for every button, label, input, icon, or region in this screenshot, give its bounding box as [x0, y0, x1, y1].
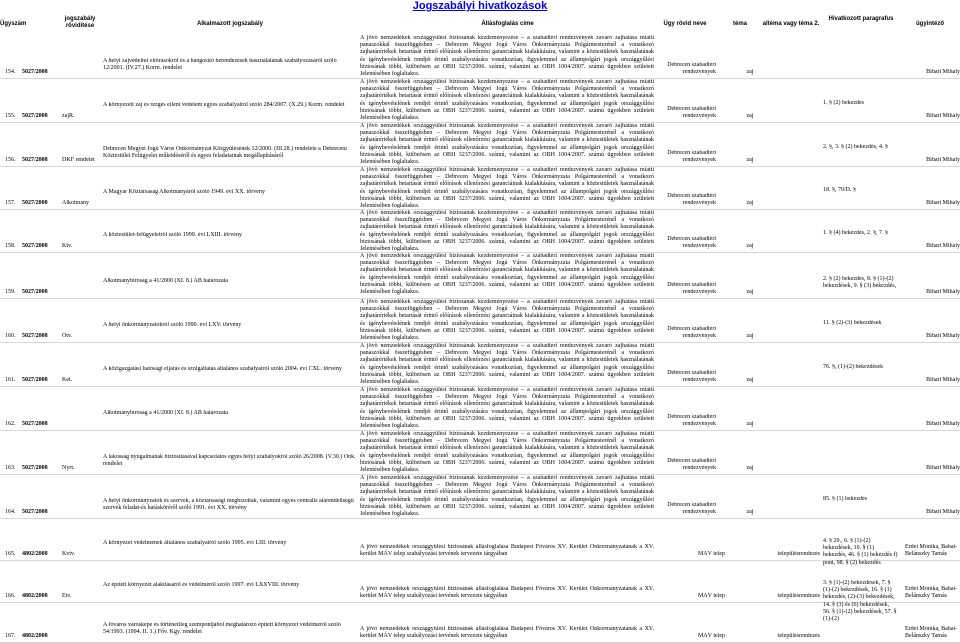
row-allasfoglalas: A jövő nemzedékek országgyűlési biztosának kezdeményezése – a szabadtéri rendezvények zavaró zajhatása miatti panaszokkal összefüggésben – Debrecen Megyei Jogú Város Önkormányzata Polgármesterénél a vonatkozó zajhatárértékek betartását érintő előírások ellenőrzési garanciáinak kialakítására, valamint a köztestületek használatának és igénybevételének rendjét érintő szabályozására vonatkozóan, figyelemmel az állampolgári jogok országgyűlési biztosának többi, különösen az OBH 3237/2006. számú, valamint az OBH 1004/2007. számú ügyekben született Jelentésében foglaltakra.	[360, 123, 654, 165]
row-hivatkozott: 11. § (2)-(3) bekezdések	[823, 320, 882, 326]
row-ugyszam: 5027/2008	[22, 421, 48, 427]
row-ugy-nev-2: rendezvények	[682, 200, 716, 206]
row-ugy-nev-2: rendezvények	[682, 465, 716, 471]
row-tema: zaj	[746, 200, 754, 206]
row-hivatkozott: 76. §, (1)-(2) bekezdések	[823, 364, 884, 370]
row-number: 164.	[5, 509, 16, 515]
row-allasfoglalas: A jövő nemzedékek országgyűlési biztosának kezdeményezése – a szabadtéri rendezvények zavaró zajhatása miatti panaszokkal összefüggésben – Debrecen Megyei Jogú Város Önkormányzata Polgármesterénél a vonatkozó zajhatárértékek betartását érintő előírások ellenőrzési garanciáinak kialakítására, valamint a köztestületek használatának és igénybevételének rendjét érintő szabályozására vonatkozóan, figyelemmel az állampolgári jogok országgyűlési biztosának többi, különösen az OBH 3237/2006. számú, valamint az OBH 1004/2007. számú ügyekben született Jelentésében foglaltakra.	[360, 167, 654, 208]
row-ugy-nev-2: rendezvények	[682, 243, 716, 249]
row-ugyintezo: Bihari Mihály	[926, 69, 960, 75]
row-alkalmazott: A környezeti zaj és rezgés elleni védelem egyes szabályairól szóló 284/2007. (X.29.) Korm. rendelet	[103, 102, 345, 108]
row-alkalmazott: A környezet védelmének általános szabályairól szóló 1995. évi LIII. törvény	[103, 540, 287, 546]
row-alkalmazott: Debrecen Megyei Jogú Város Önkormányzat Közgyűlésének 12/2000. (III.28.) rendelete a Debreceni Köztestület Felügyelet működéséről és egyes feladatainak megállapításáról	[103, 146, 347, 160]
row-alkalmazott: A lakosság nyugalmának biztosításával kapcsolatos egyes helyi szabályokról szóló 26/2008. (V.30.) Önk. rendelet	[103, 454, 356, 468]
row-ugyszam: 5027/2008	[22, 243, 48, 249]
row-rovidites: Ötv.	[62, 333, 73, 339]
row-alkalmazott: A helyi önkormányzatok és szervek, a köztársasági megbízottak, valamint egyes centrális alárendeltségű szervek feladat-és hatásköréről szóló 1991. évi XX. törvény	[103, 498, 354, 512]
row-hivatkozott: 2. §, 3. § (2) bekezdés, 4. §	[823, 144, 888, 150]
row-ugy-nev: Debrecen szabadtéri	[667, 193, 716, 199]
row-allasfoglalas: A jövő nemzedékek országgyűlési biztosának állásfoglalása Budapest Főváros XV. Kerület Önkormányzatának a XV. kerület MÁV telep szabályozási tervének tervezete tárgyában	[360, 626, 654, 640]
row-alkalmazott: Alkotmánybíróság a 41/2000 (XI. 8.) AB határozata	[103, 410, 228, 416]
row-ugyszam: 5027/2008	[22, 289, 48, 295]
row-ugyszam: 5027/2008	[22, 509, 48, 515]
row-tema: zaj	[746, 69, 754, 75]
row-allasfoglalas: A jövő nemzedékek országgyűlési biztosának állásfoglalása Budapest Főváros XV. Kerület Önkormányzatának a XV. kerület MÁV telep szabályozási tervének tervezete tárgyában	[360, 544, 654, 558]
row-ugy-nev: Debrecen szabadtéri	[667, 282, 716, 288]
header-ugyintezo: ügyintéző	[916, 21, 944, 27]
row-ugyintezo: Bihari Mihály	[926, 509, 960, 515]
row-number: 161.	[5, 377, 16, 383]
row-ugy-nev: MÁV telep	[697, 551, 725, 557]
row-hivatkozott: 4. § 29., 6. § (1)-(2) bekezdések, 10. § (1) bekezdés, 46. § (1) bekezdés f) pont, 98. § (2) bekezdés	[823, 538, 898, 566]
row-hivatkozott: 85. § (1) bekezdés	[823, 496, 867, 502]
header-alkalmazott: Alkalmazott jogszabály	[196, 21, 264, 27]
row-tema: zaj	[746, 333, 754, 339]
row-number: 163.	[5, 465, 16, 471]
row-number: 156.	[5, 157, 16, 163]
row-ugyszam: 5027/2008	[22, 113, 48, 119]
row-ugyintezo: Erdei Mónika, Babai-Belánszky Tamás	[905, 544, 958, 558]
row-altema: településrendezés	[777, 633, 820, 639]
row-rovidites: zajR.	[62, 113, 75, 119]
row-rovidites: Kvtv.	[62, 551, 76, 557]
row-tema: zaj	[746, 465, 754, 471]
header-rovidites: jogszabály rövidítése	[64, 16, 96, 29]
row-ugyszam: 5027/2008	[22, 465, 48, 471]
row-ugyintezo: Erdei Mónika, Babai-Belánszky Tamás	[905, 586, 958, 600]
row-hivatkozott: 1. § (4) bekezdés, 2. §, 7. §	[823, 230, 888, 236]
row-ugyintezo: Bihari Mihály	[926, 333, 960, 339]
row-alkalmazott: A köztestület-felügyeletről szóló 1999. évi LXIII. törvény	[103, 232, 242, 238]
table-row	[0, 474, 960, 519]
row-allasfoglalas: A jövő nemzedékek országgyűlési biztosának állásfoglalása Budapest Főváros XV. Kerület Önkormányzatának a XV. kerület MÁV telep szabályozási tervének tervezete tárgyában	[360, 586, 654, 600]
row-ugy-nev: Debrecen szabadtéri	[667, 502, 716, 508]
header-hivatkozott: Hivatkozott paragrafus	[828, 16, 894, 22]
row-rovidites: Alkotmány	[62, 200, 89, 206]
row-rovidites: DKF rendelet	[62, 157, 95, 163]
row-number: 160.	[5, 333, 16, 339]
header-altema: altéma vagy téma 2.	[762, 21, 820, 27]
page-title[interactable]: Jogszabályi hivatkozások	[412, 0, 548, 12]
table-row	[0, 560, 960, 623]
row-allasfoglalas: A jövő nemzedékek országgyűlési biztosának kezdeményezése – a szabadtéri rendezvények zavaró zajhatása miatti panaszokkal összefüggésben – Debrecen Megyei Jogú Város Önkormányzata Polgármesterénél a vonatkozó zajhatárértékek betartását érintő előírások ellenőrzési garanciáinak kialakítására, valamint a köztestületek használatának és igénybevételének rendjét érintő szabályozására vonatkozóan, figyelemmel az állampolgári jogok országgyűlési biztosának többi, különösen az OBH 3237/2006. számú, valamint az OBH 1004/2007. számú ügyekben született Jelentésében foglaltakra.	[360, 35, 654, 77]
row-allasfoglalas: A jövő nemzedékek országgyűlési biztosának kezdeményezése – a szabadtéri rendezvények zavaró zajhatása miatti panaszokkal összefüggésben – Debrecen Megyei Jogú Város Önkormányzata Polgármesterénél a vonatkozó zajhatárértékek betartását érintő előírások ellenőrzési garanciáinak kialakítására, valamint a köztestületek használatának és igénybevételének rendjét érintő szabályozására vonatkozóan, figyelemmel az állampolgári jogok országgyűlési biztosának többi, különösen az OBH 3237/2006. számú, valamint az OBH 1004/2007. számú ügyekben született Jelentésében foglaltakra.	[360, 343, 654, 385]
row-ugyintezo: Bihari Mihály	[926, 421, 960, 427]
row-hivatkozott: 1. § (2) bekezdés	[823, 100, 864, 106]
row-ugyintezo: Bihari Mihály	[926, 289, 960, 295]
row-ugy-nev: Debrecen szabadtéri	[667, 370, 716, 376]
row-number: 157.	[5, 200, 16, 206]
row-ugyintezo: Bihari Mihály	[926, 377, 960, 383]
row-hivatkozott: 3. § (1)-(2) bekezdések, 7. § (1)-(2) bekezdések, 16. § (1) bekezdés, (2)-(3) bekezdések, 14. § (3) és (6) bekezdések, 56. § (1)-(2) bekezdések, 57. § (1)-(2)	[823, 580, 897, 623]
row-rovidites: Ktv.	[62, 243, 73, 249]
row-ugyintezo: Bihari Mihály	[926, 200, 960, 206]
row-ugyintezo: Bihari Mihály	[926, 157, 960, 163]
row-number: 159.	[5, 289, 16, 295]
row-ugyszam: 5027/2008	[22, 157, 48, 163]
row-number: 162.	[5, 421, 16, 427]
header-ugyszam: Ügyszám	[0, 21, 27, 27]
header-ugy-nev: Ügy rövid neve	[663, 21, 707, 27]
row-ugy-nev: Debrecen szabadtéri	[667, 458, 716, 464]
row-ugy-nev-2: rendezvények	[682, 69, 716, 75]
row-ugy-nev-2: rendezvények	[682, 289, 716, 295]
row-allasfoglalas: A jövő nemzedékek országgyűlési biztosának kezdeményezése – a szabadtéri rendezvények zavaró zajhatása miatti panaszokkal összefüggésben – Debrecen Megyei Jogú Város Önkormányzata Polgármesterénél a vonatkozó zajhatárértékek betartását érintő előírások ellenőrzési garanciáinak kialakítására, valamint a köztestületek használatának és igénybevételének rendjét érintő szabályozására vonatkozóan, figyelemmel az állampolgári jogok országgyűlési biztosának többi, különösen az OBH 3237/2006. számú, valamint az OBH 1004/2007. számú ügyekben született Jelentésében foglaltakra.	[360, 253, 654, 296]
row-ugy-nev: MÁV telep	[697, 633, 725, 639]
table-row	[0, 209, 960, 253]
table-row	[0, 166, 960, 210]
row-ugy-nev-2: rendezvények	[682, 113, 716, 119]
row-ugyszam: 5027/2008	[22, 200, 48, 206]
row-allasfoglalas: A jövő nemzedékek országgyűlési biztosának kezdeményezése – a szabadtéri rendezvények zavaró zajhatása miatti panaszokkal összefüggésben – Debrecen Megyei Jogú Város Önkormányzata Polgármesterénél a vonatkozó zajhatárértékek betartását érintő előírások ellenőrzési garanciáinak kialakítására, valamint a köztestületek használatának és igénybevételének rendjét érintő szabályozására vonatkozóan, figyelemmel az állampolgári jogok országgyűlési biztosának többi, különösen az OBH 3237/2006. számú, valamint az OBH 1004/2007. számú ügyekben született Jelentésében foglaltakra.	[360, 299, 654, 341]
row-ugy-nev-2: rendezvények	[682, 377, 716, 383]
row-alkalmazott: A főváros városképe és történetileg szempontjából meghatározó épített környezet védelméről szóló 54/1993. (1994. II. 1.) Főv. Kgy. rendelet	[103, 622, 341, 636]
row-rovidites: Ket.	[62, 377, 73, 383]
row-ugyintezo: Bihari Mihály	[926, 243, 960, 249]
row-ugy-nev-2: rendezvények	[682, 509, 716, 515]
header-tema: téma	[732, 21, 747, 27]
row-tema: zaj	[746, 289, 754, 295]
table-row	[0, 298, 960, 343]
row-ugyszam: 5027/2008	[22, 377, 48, 383]
table-row	[0, 78, 960, 123]
table-row	[0, 122, 960, 167]
row-ugyszam: 5027/2008	[22, 69, 48, 75]
row-number: 167.	[5, 633, 16, 639]
row-alkalmazott: Alkotmánybíróság a 41/2000 (XI. 8.) AB határozata	[103, 278, 228, 284]
row-alkalmazott: A helyi zajvédelmi előírásokról és a hangosító berendezések használatának szabályozásáról szóló 12/2001. (IV.27.) Korm. rendelet	[103, 58, 337, 72]
row-hivatkozott: 18. §, 70/D. §	[823, 187, 856, 193]
header-allasfoglalas: Állásfoglalás címe	[481, 21, 534, 27]
row-tema: zaj	[746, 157, 754, 163]
row-ugyszam: 4802/2008	[22, 593, 48, 599]
row-ugyszam: 5027/2008	[22, 333, 48, 339]
table-row	[0, 602, 960, 643]
row-ugy-nev-2: rendezvények	[682, 333, 716, 339]
row-ugyintezo: Bihari Mihály	[926, 465, 960, 471]
row-ugy-nev-2: rendezvények	[682, 157, 716, 163]
row-number: 155.	[5, 113, 16, 119]
row-tema: zaj	[746, 377, 754, 383]
row-allasfoglalas: A jövő nemzedékek országgyűlési biztosának kezdeményezése – a szabadtéri rendezvények zavaró zajhatása miatti panaszokkal összefüggésben – Debrecen Megyei Jogú Város Önkormányzata Polgármesterénél a vonatkozó zajhatárértékek betartását érintő előírások ellenőrzési garanciáinak kialakítására, valamint a köztestületek használatának és igénybevételének rendjét érintő szabályozására vonatkozóan, figyelemmel az állampolgári jogok országgyűlési biztosának többi, különösen az OBH 3237/2006. számú, valamint az OBH 1004/2007. számú ügyekben született Jelentésében foglaltakra.	[360, 387, 654, 429]
row-allasfoglalas: A jövő nemzedékek országgyűlési biztosának kezdeményezése – a szabadtéri rendezvények zavaró zajhatása miatti panaszokkal összefüggésben – Debrecen Megyei Jogú Város Önkormányzata Polgármesterénél a vonatkozó zajhatárértékek betartását érintő előírások ellenőrzési garanciáinak kialakítására, valamint a köztestületek használatának és igénybevételének rendjét érintő szabályozására vonatkozóan, figyelemmel az állampolgári jogok országgyűlési biztosának többi, különösen az OBH 3237/2006. számú, valamint az OBH 1004/2007. számú ügyekben született Jelentésében foglaltakra.	[360, 431, 654, 473]
row-altema: településrendezés	[777, 551, 820, 557]
row-tema: zaj	[746, 113, 754, 119]
row-ugy-nev: Debrecen szabadtéri	[667, 62, 716, 68]
table-row	[0, 342, 960, 387]
row-alkalmazott: A közigazgatási hatósági eljárás és szolgáltatás általános szabályairól szóló 2004. évi CXL. törvény	[103, 366, 342, 372]
row-allasfoglalas: A jövő nemzedékek országgyűlési biztosának kezdeményezése – a szabadtéri rendezvények zavaró zajhatása miatti panaszokkal összefüggésben – Debrecen Megyei Jogú Város Önkormányzata Polgármesterénél a vonatkozó zajhatárértékek betartását érintő előírások ellenőrzési garanciáinak kialakítására, valamint a köztestületek használatának és igénybevételének rendjét érintő szabályozására vonatkozóan, figyelemmel az állampolgári jogok országgyűlési biztosának többi, különösen az OBH 3237/2006. számú, valamint az OBH 1004/2007. számú ügyekben született Jelentésében foglaltakra.	[360, 210, 654, 251]
row-rovidites: Étv.	[62, 593, 72, 599]
row-tema: zaj	[746, 243, 754, 249]
row-tema: zaj	[746, 421, 754, 427]
row-number: 158.	[5, 243, 16, 249]
row-ugyszam: 4802/2008	[22, 633, 48, 639]
row-ugyszam: 4802/2008	[22, 551, 48, 557]
table-row	[0, 34, 960, 79]
table-row	[0, 252, 960, 299]
row-ugy-nev: Debrecen szabadtéri	[667, 150, 716, 156]
row-ugy-nev: MÁV telep	[697, 593, 725, 599]
row-allasfoglalas: A jövő nemzedékek országgyűlési biztosának kezdeményezése – a szabadtéri rendezvények zavaró zajhatása miatti panaszokkal összefüggésben – Debrecen Megyei Jogú Város Önkormányzata Polgármesterénél a vonatkozó zajhatárértékek betartását érintő előírások ellenőrzési garanciáinak kialakítására, valamint a köztestületek használatának és igénybevételének rendjét érintő szabályozására vonatkozóan, figyelemmel az állampolgári jogok országgyűlési biztosának többi, különösen az OBH 3237/2006. számú, valamint az OBH 1004/2007. számú ügyekben született Jelentésében foglaltakra.	[360, 475, 654, 517]
row-ugy-nev-2: rendezvények	[682, 421, 716, 427]
row-alkalmazott: Az épített környezet alakításáról és védelméről szóló 1997. évi LXXVIII. törvény	[103, 582, 300, 588]
row-ugy-nev: Debrecen szabadtéri	[667, 106, 716, 112]
row-number: 165.	[5, 551, 16, 557]
row-number: 154.	[5, 69, 16, 75]
row-alkalmazott: A helyi önkormányzatokról szóló 1990. évi LXV. törvény	[103, 322, 242, 328]
row-allasfoglalas: A jövő nemzedékek országgyűlési biztosának kezdeményezése – a szabadtéri rendezvények zavaró zajhatása miatti panaszokkal összefüggésben – Debrecen Megyei Jogú Város Önkormányzata Polgármesterénél a vonatkozó zajhatárértékek betartását érintő előírások ellenőrzési garanciáinak kialakítására, valamint a köztestületek használatának és igénybevételének rendjét érintő szabályozására vonatkozóan, figyelemmel az állampolgári jogok országgyűlési biztosának többi, különösen az OBH 3237/2006. számú, valamint az OBH 1004/2007. számú ügyekben született Jelentésében foglaltakra.	[360, 79, 654, 121]
table-row	[0, 430, 960, 475]
row-ugy-nev: Debrecen szabadtéri	[667, 236, 716, 242]
table-row	[0, 518, 960, 566]
row-hivatkozott: 2. § (2) bekezdés, 8. § (1)-(2) bekezdések, 9. § (3) bekezdés,	[823, 276, 897, 290]
row-number: 166.	[5, 593, 16, 599]
row-ugyintezo: Bihari Mihály	[926, 113, 960, 119]
table-row	[0, 386, 960, 431]
row-altema: településrendezés	[777, 593, 820, 599]
row-rovidites: Nyrt.	[62, 465, 75, 471]
row-alkalmazott: A Magyar Köztársaság Alkotmányáról szóló 1949. évi XX. törvény	[103, 189, 265, 195]
row-ugyintezo: Erdei Mónika, Babai-Belánszky Tamás	[905, 626, 958, 640]
row-tema: zaj	[746, 509, 754, 515]
row-ugy-nev: Debrecen szabadtéri	[667, 326, 716, 332]
row-ugy-nev: Debrecen szabadtéri	[667, 414, 716, 420]
